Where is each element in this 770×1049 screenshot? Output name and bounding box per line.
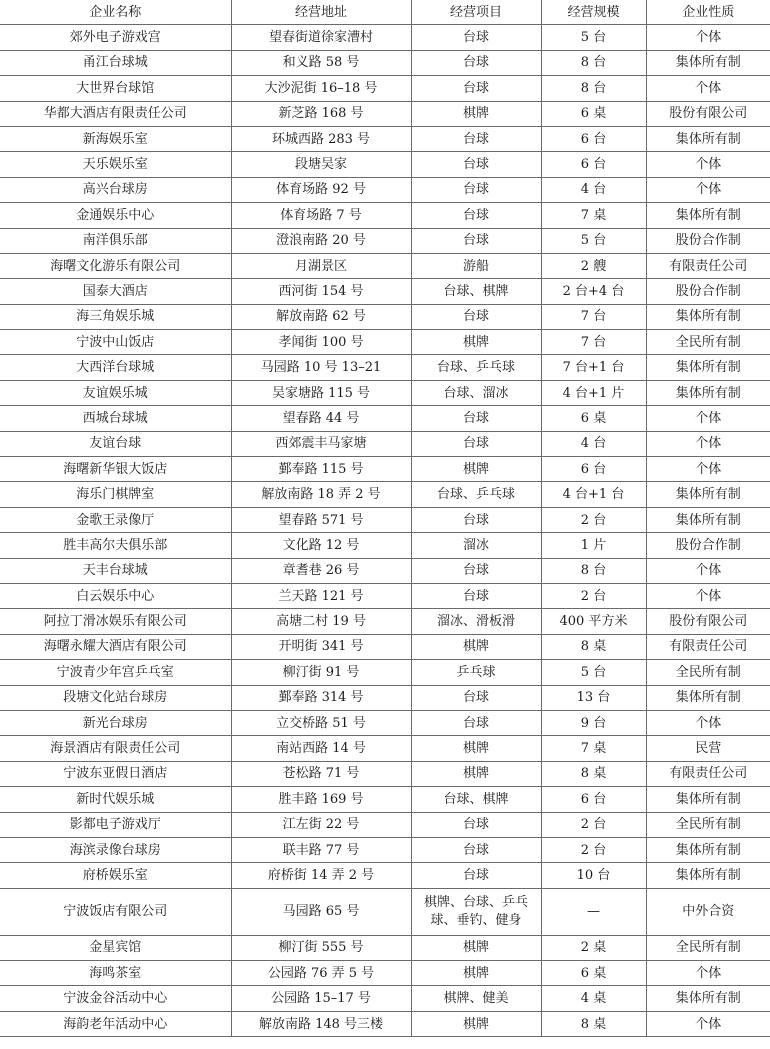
cell-business-scale: 2 艘 xyxy=(541,253,646,278)
table-row xyxy=(0,837,770,862)
table-row xyxy=(0,685,770,710)
cell-business-scale: 5 台 xyxy=(541,228,646,253)
cell-enterprise-type: 有限责任公司 xyxy=(646,761,770,786)
table-row xyxy=(0,126,770,151)
table-row xyxy=(0,935,770,960)
cell-address: 文化路 12 号 xyxy=(231,533,411,558)
table-row xyxy=(0,457,770,482)
cell-address: 解放南路 62 号 xyxy=(231,304,411,329)
cell-address: 府桥街 14 弄 2 号 xyxy=(231,863,411,888)
table-body xyxy=(0,25,770,1037)
cell-enterprise-type: 集体所有制 xyxy=(646,482,770,507)
header-business-items: 经营项目 xyxy=(411,0,541,25)
cell-business-items: 台球、溜冰 xyxy=(411,380,541,405)
table-row xyxy=(0,583,770,608)
cell-enterprise-name: 胜丰高尔夫俱乐部 xyxy=(0,533,231,558)
cell-enterprise-type: 个体 xyxy=(646,558,770,583)
cell-enterprise-name: 海曙永耀大酒店有限公司 xyxy=(0,634,231,659)
cell-address: 柳汀街 91 号 xyxy=(231,660,411,685)
cell-business-scale: — xyxy=(541,888,646,935)
cell-enterprise-type: 个体 xyxy=(646,961,770,986)
table-row xyxy=(0,101,770,126)
cell-enterprise-name: 海韵老年活动中心 xyxy=(0,1011,231,1036)
cell-business-items: 棋牌 xyxy=(411,961,541,986)
cell-enterprise-name: 友谊娱乐城 xyxy=(0,380,231,405)
cell-address: 望春街道徐家漕村 xyxy=(231,25,411,50)
cell-enterprise-name: 天丰台球城 xyxy=(0,558,231,583)
cell-enterprise-type: 民营 xyxy=(646,736,770,761)
cell-business-items: 棋牌 xyxy=(411,457,541,482)
cell-enterprise-name: 新时代娱乐城 xyxy=(0,787,231,812)
cell-enterprise-type: 个体 xyxy=(646,457,770,482)
table-row xyxy=(0,304,770,329)
cell-address: 大沙泥街 16–18 号 xyxy=(231,76,411,101)
header-business-scale: 经营规模 xyxy=(541,0,646,25)
cell-business-scale: 8 台 xyxy=(541,50,646,75)
cell-enterprise-name: 大世界台球馆 xyxy=(0,76,231,101)
cell-business-scale: 1 片 xyxy=(541,533,646,558)
cell-enterprise-type: 集体所有制 xyxy=(646,685,770,710)
table-row xyxy=(0,380,770,405)
table-row xyxy=(0,710,770,735)
cell-enterprise-type: 股份有限公司 xyxy=(646,101,770,126)
table-row xyxy=(0,961,770,986)
cell-address: 高塘二村 19 号 xyxy=(231,609,411,634)
cell-business-scale: 400 平方米 xyxy=(541,609,646,634)
cell-business-scale: 8 台 xyxy=(541,76,646,101)
cell-business-items: 台球 xyxy=(411,710,541,735)
cell-address: 吴家塘路 115 号 xyxy=(231,380,411,405)
cell-enterprise-type: 集体所有制 xyxy=(646,126,770,151)
table-row xyxy=(0,25,770,50)
cell-enterprise-name: 金星宾馆 xyxy=(0,935,231,960)
cell-business-items: 台球 xyxy=(411,304,541,329)
cell-business-scale: 4 台+1 台 xyxy=(541,482,646,507)
cell-business-items: 棋牌 xyxy=(411,101,541,126)
cell-enterprise-name: 西城台球城 xyxy=(0,406,231,431)
cell-business-items: 台球 xyxy=(411,406,541,431)
cell-enterprise-type: 集体所有制 xyxy=(646,304,770,329)
cell-enterprise-name: 阿拉丁滑冰娱乐有限公司 xyxy=(0,609,231,634)
cell-business-items: 台球、棋牌 xyxy=(411,279,541,304)
cell-enterprise-type: 集体所有制 xyxy=(646,863,770,888)
table-row xyxy=(0,986,770,1011)
cell-address: 柳汀街 555 号 xyxy=(231,935,411,960)
cell-business-items: 台球 xyxy=(411,685,541,710)
cell-address: 江左街 22 号 xyxy=(231,812,411,837)
cell-enterprise-type: 集体所有制 xyxy=(646,203,770,228)
cell-enterprise-name: 宁波饭店有限公司 xyxy=(0,888,231,935)
cell-business-scale: 6 桌 xyxy=(541,101,646,126)
cell-address: 新芝路 168 号 xyxy=(231,101,411,126)
cell-business-items: 台球 xyxy=(411,50,541,75)
cell-business-scale: 6 台 xyxy=(541,787,646,812)
cell-business-scale: 10 台 xyxy=(541,863,646,888)
cell-enterprise-name: 宁波东亚假日酒店 xyxy=(0,761,231,786)
cell-address: 公园路 15–17 号 xyxy=(231,986,411,1011)
cell-address: 鄞奉路 314 号 xyxy=(231,685,411,710)
cell-enterprise-type: 股份合作制 xyxy=(646,533,770,558)
cell-enterprise-type: 集体所有制 xyxy=(646,355,770,380)
cell-address: 公园路 76 弄 5 号 xyxy=(231,961,411,986)
header-enterprise-name: 企业名称 xyxy=(0,0,231,25)
cell-address: 孝闻街 100 号 xyxy=(231,330,411,355)
cell-address: 胜丰路 169 号 xyxy=(231,787,411,812)
table-row xyxy=(0,863,770,888)
cell-enterprise-name: 宁波青少年宫乒乓室 xyxy=(0,660,231,685)
header-address: 经营地址 xyxy=(231,0,411,25)
header-enterprise-type: 企业性质 xyxy=(646,0,770,25)
cell-business-items: 棋牌、台球、乒乓球、垂钓、健身 xyxy=(411,888,541,935)
cell-enterprise-name: 海滨录像台球房 xyxy=(0,837,231,862)
table-row xyxy=(0,50,770,75)
table-row xyxy=(0,609,770,634)
cell-address: 解放南路 18 弄 2 号 xyxy=(231,482,411,507)
cell-business-items: 溜冰 xyxy=(411,533,541,558)
cell-business-items: 台球 xyxy=(411,152,541,177)
cell-business-scale: 9 台 xyxy=(541,710,646,735)
table-row xyxy=(0,279,770,304)
table-row xyxy=(0,482,770,507)
cell-business-scale: 4 桌 xyxy=(541,986,646,1011)
table-row xyxy=(0,812,770,837)
cell-enterprise-type: 有限责任公司 xyxy=(646,253,770,278)
cell-business-items: 台球、棋牌 xyxy=(411,787,541,812)
cell-enterprise-type: 全民所有制 xyxy=(646,330,770,355)
cell-address: 联丰路 77 号 xyxy=(231,837,411,862)
table-row xyxy=(0,253,770,278)
cell-business-items: 台球 xyxy=(411,76,541,101)
cell-business-scale: 4 台+1 片 xyxy=(541,380,646,405)
cell-enterprise-type: 股份合作制 xyxy=(646,279,770,304)
cell-address: 望春路 571 号 xyxy=(231,507,411,532)
table-row xyxy=(0,152,770,177)
cell-business-items: 台球、乒乓球 xyxy=(411,355,541,380)
table-row xyxy=(0,203,770,228)
cell-address: 望春路 44 号 xyxy=(231,406,411,431)
cell-address: 西河街 154 号 xyxy=(231,279,411,304)
cell-enterprise-name: 新海娱乐室 xyxy=(0,126,231,151)
table-row xyxy=(0,507,770,532)
cell-enterprise-name: 府桥娱乐室 xyxy=(0,863,231,888)
cell-address: 解放南路 148 号三楼 xyxy=(231,1011,411,1036)
cell-enterprise-name: 海乐门棋牌室 xyxy=(0,482,231,507)
cell-address: 和义路 58 号 xyxy=(231,50,411,75)
cell-business-items: 溜冰、滑板滑 xyxy=(411,609,541,634)
cell-business-items: 台球 xyxy=(411,25,541,50)
cell-business-items: 台球 xyxy=(411,863,541,888)
cell-enterprise-type: 集体所有制 xyxy=(646,986,770,1011)
cell-enterprise-name: 南洋俱乐部 xyxy=(0,228,231,253)
cell-enterprise-name: 宁波中山饭店 xyxy=(0,330,231,355)
cell-business-items: 台球 xyxy=(411,837,541,862)
cell-address: 段塘吴家 xyxy=(231,152,411,177)
cell-business-items: 台球 xyxy=(411,228,541,253)
cell-business-scale: 13 台 xyxy=(541,685,646,710)
cell-business-items: 台球 xyxy=(411,558,541,583)
cell-business-items: 台球 xyxy=(411,177,541,202)
cell-business-scale: 7 桌 xyxy=(541,203,646,228)
table-row xyxy=(0,177,770,202)
cell-enterprise-name: 郊外电子游戏宫 xyxy=(0,25,231,50)
table-row xyxy=(0,76,770,101)
cell-enterprise-type: 集体所有制 xyxy=(646,50,770,75)
cell-address: 澄浪南路 20 号 xyxy=(231,228,411,253)
cell-enterprise-name: 金歌王录像厅 xyxy=(0,507,231,532)
cell-business-scale: 5 台 xyxy=(541,25,646,50)
cell-business-items: 台球 xyxy=(411,431,541,456)
table-row xyxy=(0,787,770,812)
cell-address: 章耆巷 26 号 xyxy=(231,558,411,583)
cell-enterprise-name: 海曙新华银大饭店 xyxy=(0,457,231,482)
cell-business-scale: 7 台 xyxy=(541,330,646,355)
cell-enterprise-name: 金通娱乐中心 xyxy=(0,203,231,228)
cell-enterprise-name: 天乐娱乐室 xyxy=(0,152,231,177)
cell-enterprise-name: 海景酒店有限责任公司 xyxy=(0,736,231,761)
cell-business-scale: 6 桌 xyxy=(541,961,646,986)
cell-business-scale: 8 台 xyxy=(541,558,646,583)
cell-enterprise-type: 集体所有制 xyxy=(646,787,770,812)
table-row xyxy=(0,736,770,761)
table-row xyxy=(0,1011,770,1036)
cell-address: 开明街 341 号 xyxy=(231,634,411,659)
cell-business-items: 棋牌 xyxy=(411,935,541,960)
cell-enterprise-name: 海三角娱乐城 xyxy=(0,304,231,329)
cell-enterprise-name: 白云娱乐中心 xyxy=(0,583,231,608)
cell-enterprise-type: 个体 xyxy=(646,431,770,456)
cell-enterprise-type: 个体 xyxy=(646,583,770,608)
cell-enterprise-type: 个体 xyxy=(646,710,770,735)
cell-business-scale: 8 桌 xyxy=(541,761,646,786)
cell-enterprise-name: 海曙文化游乐有限公司 xyxy=(0,253,231,278)
cell-business-items: 台球 xyxy=(411,507,541,532)
table-row xyxy=(0,761,770,786)
cell-business-items: 台球 xyxy=(411,812,541,837)
cell-enterprise-name: 华都大酒店有限责任公司 xyxy=(0,101,231,126)
cell-business-scale: 8 桌 xyxy=(541,634,646,659)
cell-business-items: 棋牌、健美 xyxy=(411,986,541,1011)
cell-enterprise-name: 段塘文化站台球房 xyxy=(0,685,231,710)
cell-business-scale: 2 桌 xyxy=(541,935,646,960)
cell-enterprise-type: 有限责任公司 xyxy=(646,634,770,659)
cell-enterprise-type: 集体所有制 xyxy=(646,380,770,405)
cell-business-items: 棋牌 xyxy=(411,330,541,355)
cell-business-items: 棋牌 xyxy=(411,1011,541,1036)
cell-enterprise-name: 国泰大酒店 xyxy=(0,279,231,304)
cell-address: 南站西路 14 号 xyxy=(231,736,411,761)
cell-business-scale: 7 台 xyxy=(541,304,646,329)
cell-business-items: 台球、乒乓球 xyxy=(411,482,541,507)
cell-address: 苍松路 71 号 xyxy=(231,761,411,786)
cell-business-items: 台球 xyxy=(411,583,541,608)
cell-enterprise-type: 集体所有制 xyxy=(646,837,770,862)
table-row xyxy=(0,634,770,659)
cell-business-items: 棋牌 xyxy=(411,761,541,786)
cell-enterprise-type: 全民所有制 xyxy=(646,660,770,685)
cell-business-items: 台球 xyxy=(411,203,541,228)
cell-enterprise-type: 个体 xyxy=(646,1011,770,1036)
cell-business-scale: 6 台 xyxy=(541,126,646,151)
table-row xyxy=(0,558,770,583)
cell-enterprise-name: 宁波金谷活动中心 xyxy=(0,986,231,1011)
cell-business-scale: 2 台 xyxy=(541,583,646,608)
cell-address: 月湖景区 xyxy=(231,253,411,278)
cell-business-scale: 7 台+1 台 xyxy=(541,355,646,380)
cell-address: 立交桥路 51 号 xyxy=(231,710,411,735)
cell-business-scale: 6 台 xyxy=(541,457,646,482)
cell-business-scale: 4 台 xyxy=(541,177,646,202)
cell-enterprise-type: 股份有限公司 xyxy=(646,609,770,634)
cell-enterprise-name: 海鸣茶室 xyxy=(0,961,231,986)
table-header-row xyxy=(0,0,770,25)
cell-business-scale: 5 台 xyxy=(541,660,646,685)
table-row xyxy=(0,533,770,558)
cell-enterprise-name: 甬江台球城 xyxy=(0,50,231,75)
cell-enterprise-name: 友谊台球 xyxy=(0,431,231,456)
table-row xyxy=(0,355,770,380)
cell-address: 兰天路 121 号 xyxy=(231,583,411,608)
cell-address: 西郊震丰马家塘 xyxy=(231,431,411,456)
cell-business-scale: 6 桌 xyxy=(541,406,646,431)
cell-enterprise-type: 个体 xyxy=(646,177,770,202)
cell-business-items: 游船 xyxy=(411,253,541,278)
cell-business-items: 棋牌 xyxy=(411,736,541,761)
cell-enterprise-type: 中外合资 xyxy=(646,888,770,935)
table-row xyxy=(0,228,770,253)
table-row xyxy=(0,330,770,355)
cell-address: 环城西路 283 号 xyxy=(231,126,411,151)
cell-address: 体育场路 7 号 xyxy=(231,203,411,228)
cell-address: 马园路 10 号 13–21 xyxy=(231,355,411,380)
cell-enterprise-name: 高兴台球房 xyxy=(0,177,231,202)
cell-business-scale: 2 台 xyxy=(541,837,646,862)
cell-business-scale: 2 台+4 台 xyxy=(541,279,646,304)
cell-business-scale: 2 台 xyxy=(541,812,646,837)
table-row xyxy=(0,431,770,456)
cell-business-items: 台球 xyxy=(411,126,541,151)
cell-enterprise-type: 个体 xyxy=(646,152,770,177)
cell-enterprise-type: 股份合作制 xyxy=(646,228,770,253)
cell-address: 马园路 65 号 xyxy=(231,888,411,935)
cell-business-items: 乒乓球 xyxy=(411,660,541,685)
cell-address: 体育场路 92 号 xyxy=(231,177,411,202)
table-row xyxy=(0,406,770,431)
cell-enterprise-name: 新光台球房 xyxy=(0,710,231,735)
cell-enterprise-type: 个体 xyxy=(646,76,770,101)
cell-business-scale: 4 台 xyxy=(541,431,646,456)
cell-enterprise-type: 全民所有制 xyxy=(646,812,770,837)
cell-address: 鄞奉路 115 号 xyxy=(231,457,411,482)
cell-enterprise-type: 个体 xyxy=(646,25,770,50)
table-row xyxy=(0,888,770,935)
cell-enterprise-type: 全民所有制 xyxy=(646,935,770,960)
cell-business-scale: 7 桌 xyxy=(541,736,646,761)
cell-enterprise-type: 个体 xyxy=(646,406,770,431)
cell-business-items: 棋牌 xyxy=(411,634,541,659)
cell-enterprise-type: 集体所有制 xyxy=(646,507,770,532)
cell-enterprise-name: 大西洋台球城 xyxy=(0,355,231,380)
cell-business-scale: 8 桌 xyxy=(541,1011,646,1036)
cell-enterprise-name: 影都电子游戏厅 xyxy=(0,812,231,837)
cell-business-scale: 6 台 xyxy=(541,152,646,177)
table-row xyxy=(0,660,770,685)
cell-business-scale: 2 台 xyxy=(541,507,646,532)
